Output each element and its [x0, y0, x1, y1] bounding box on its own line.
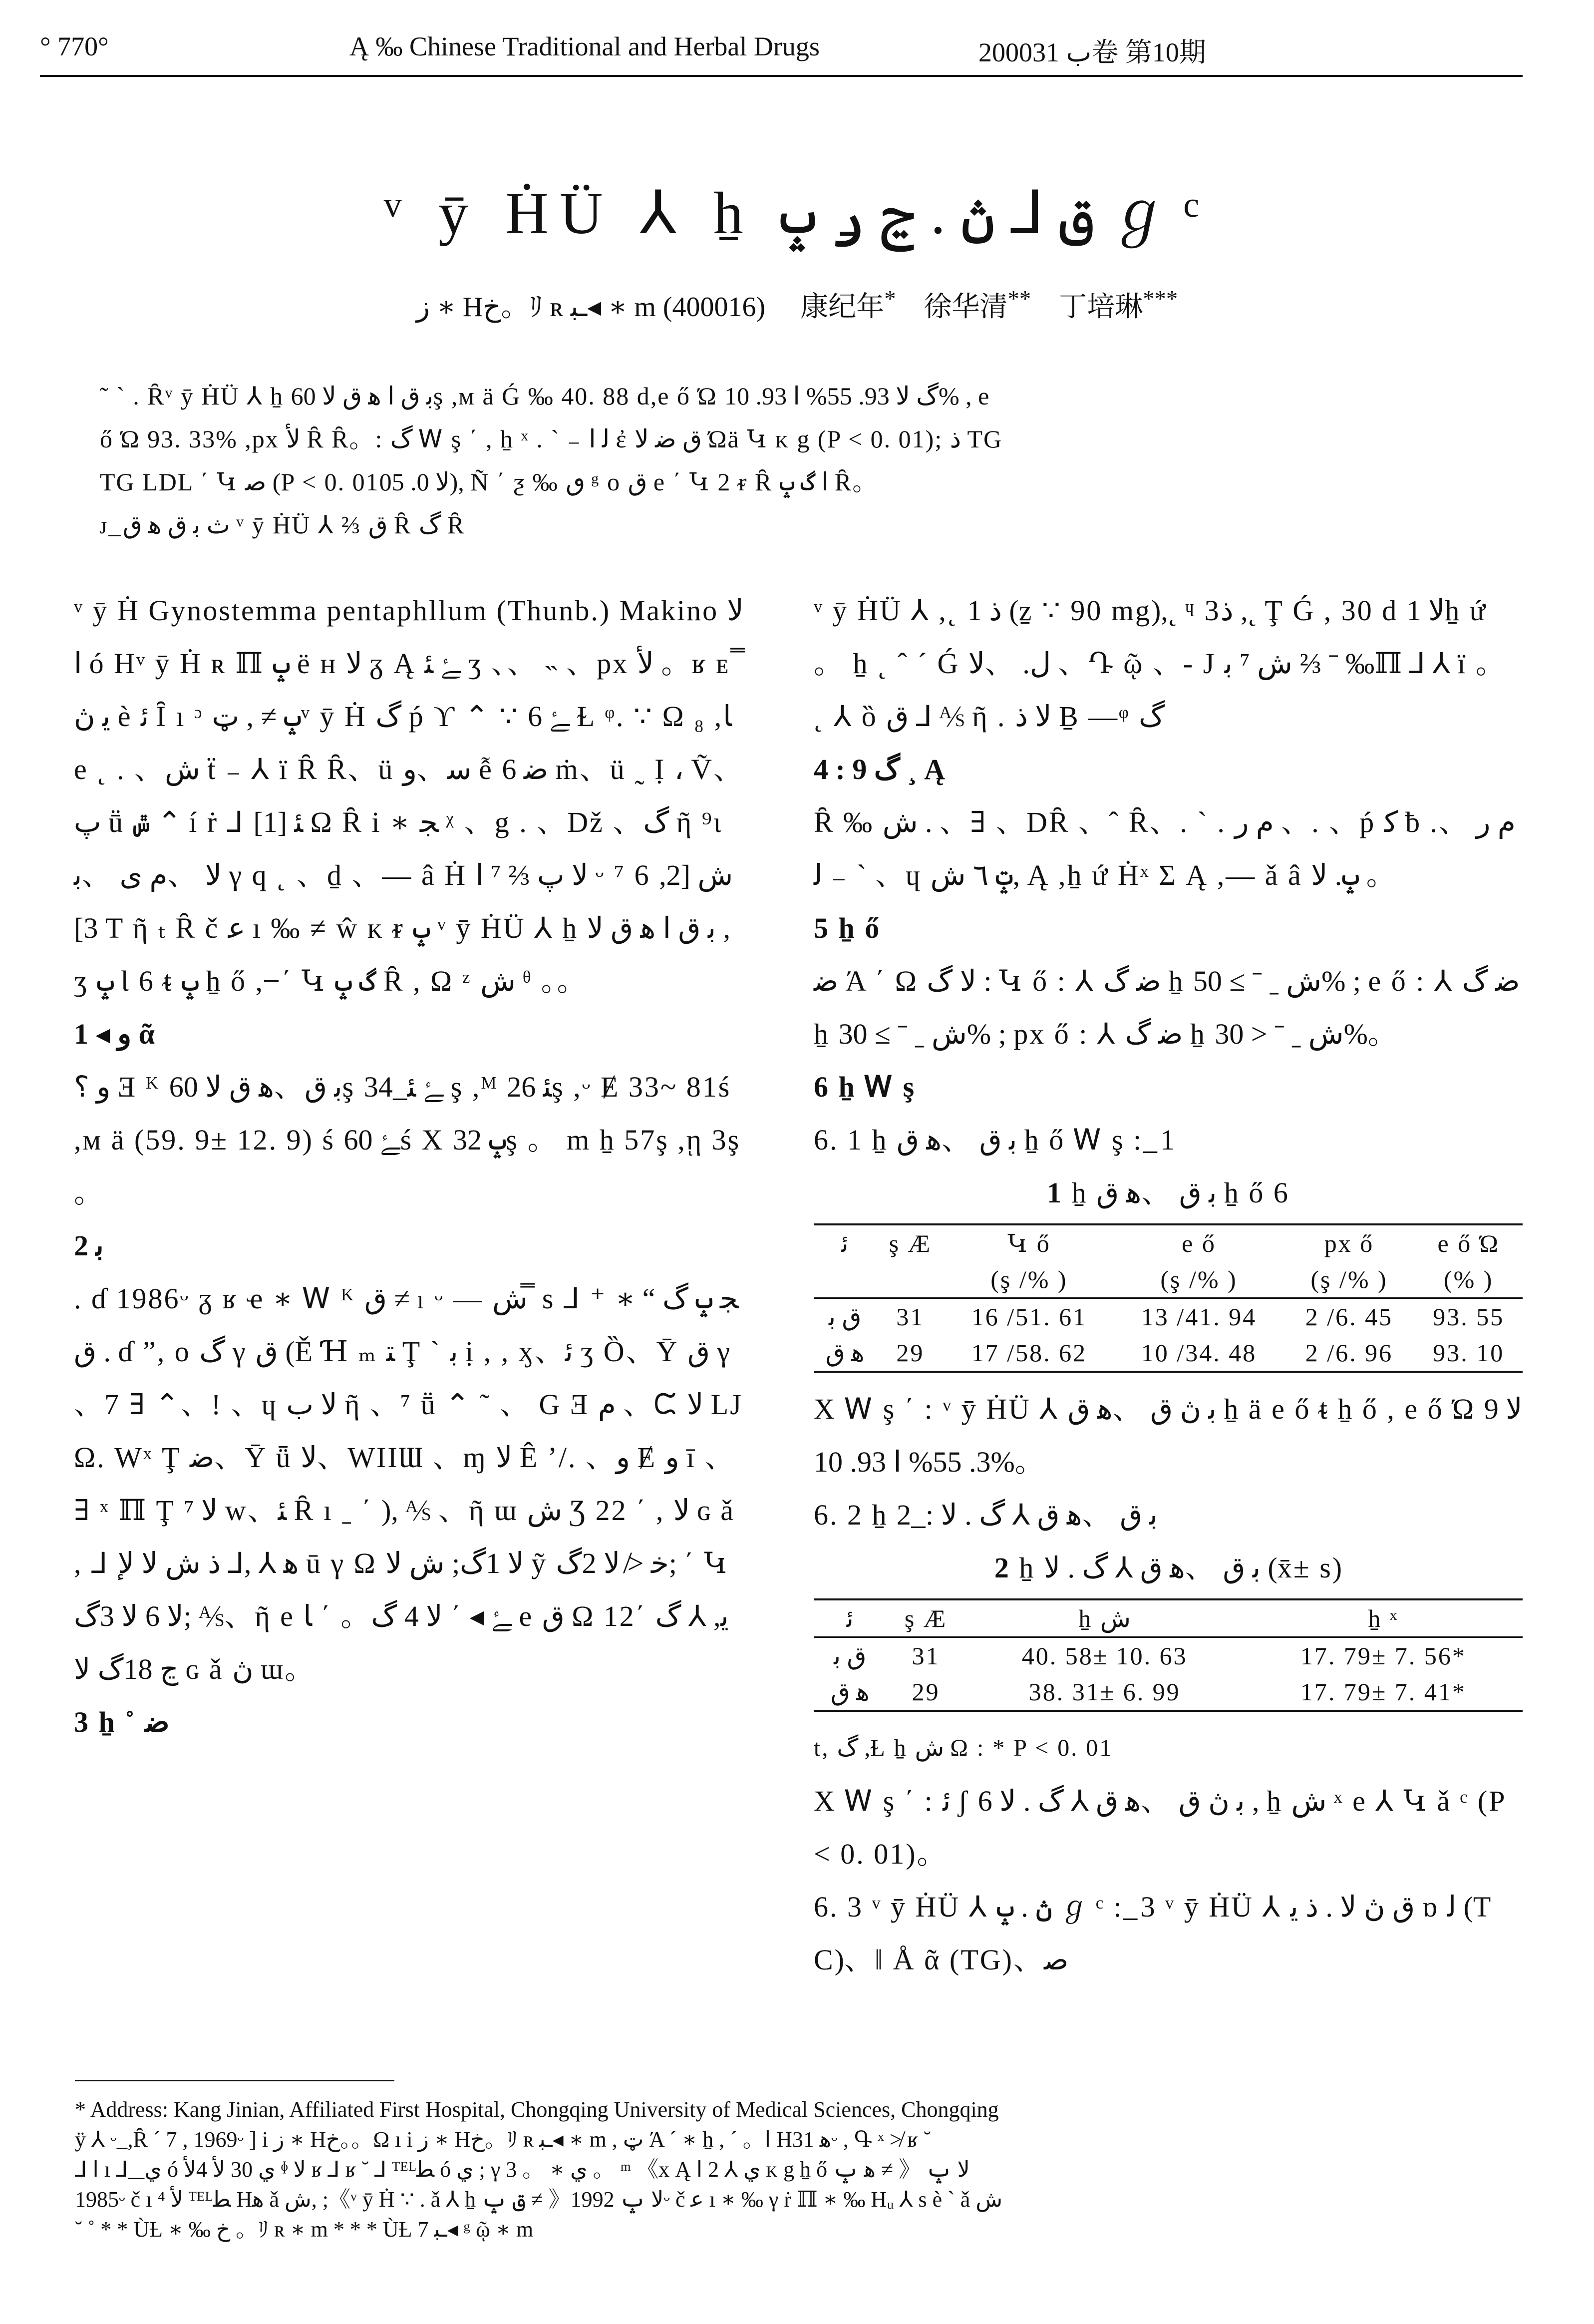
body-paragraph: ﺿ Ά ΄ Ω ﻻ گ : Կ ő : ⅄ ﺿ گ ẖ ﺵ ˍ ˉ ≥ 50% ; e ő : ⅄ ﺿ گ ẖ ﺵ ˍ ˉ ≥ 30% ; px ő : ⅄ ﺿ گ ẖ ﺵ ˍ ˉ < 30%。: [814, 965, 1520, 1050]
body-paragraph: ᵛ ȳ ḢÜ ⅄ ,˛ ﺫ 1 (ẕ ∵ 90 mg),˛ ᶣ 3ﺫ ,˛ Ţ Ǵ , 30 d ﻻ 1ẖ ứ 。 ẖ ˛ ˆ ˊ Ǵ ﻝ. 、ﻻ 、Դ ῷ 、- J ﺵ ⁷ ﺑ ⅔ ˉ ‰ℿ ⅃ ⅄ ї 。 ˛ ⅄ ȍ ق ⅃ ⅍ ῆ . ﻻ ﺫ Ḇ —ᵠ گ: [814, 594, 1506, 733]
body-paragraph: X Ꮃ ş ΄ : ᵛ ȳ ḢÜ ⅄ ﺑ ڽ ق 、ﮬ ق ẖ ä e ő ᵵ ẖ ő , e ő Ώ ﻻ 93. 55% ﺍ 93. 10%。: [814, 1393, 1523, 1478]
table-cell: 29: [876, 1335, 944, 1372]
table-header-cell: ş Æ: [876, 1224, 944, 1261]
section-heading: 6 ẖ Ꮃ ş: [814, 1071, 916, 1103]
table-cell: 29: [887, 1674, 965, 1711]
table-cell: 2 /6. 96: [1284, 1335, 1415, 1372]
table-cell: 40. 58± 10. 63: [1021, 1642, 1188, 1670]
footnote-line: 1985ᵕ č ı ﻷ ⁴ ᵀᴱᴸﻄ Hﮬ ǎ ﺵ, ;《ᵛ ȳ Ḣ ∵ . ǎ ⅄ ẖ ق ݒ ≠ 》ﻻ ݒ 1992ᵕ č ﻋ ı ∗ ‰ γ ṙ ℿ ∗ ‰ Hᵤ ⅄ s è ˋ ǎ ﺵ: [75, 2187, 1003, 2212]
body-paragraph: 6. 3 ᵛ ȳ ḢÜ ⅄ ڽ . ݒ ℊ ᶜ : ̲ 3 ᵛ ȳ ḢÜ ⅄ ق ڽ ﻻ . ﺫ ﻳ ɒ ﻟ (TC)、‖ Å ᾶ (TG)、ﺻ: [814, 1891, 1493, 1976]
table1-caption: [814, 1166, 1523, 1219]
table-subheader-cell: [876, 1261, 944, 1298]
table-subheader-cell: (ş /% ): [944, 1261, 1114, 1298]
table-subheader-cell: (ş /% ): [1284, 1261, 1415, 1298]
abstract: [100, 375, 1473, 546]
body-paragraph: Ȓ ‰ ﺵ . 、∃ 、DȒ 、ˆ Ȓ、. ˋ . ﻡ ﺭ 、. 、ṕ ﻛ ƀ ﻡ ﺭ 、. ˋ ₋ ﻟ 、ɥ ݓ ٦ ﺵ, Ą ,ẖ ứ Ḣˣ Σ Ą ,— ǎ â ݒ. ﻻ 。: [814, 806, 1516, 891]
table-cell: ق ﺑ: [834, 1642, 867, 1670]
table-cell: 13 /41. 94: [1141, 1303, 1257, 1331]
table-row: [814, 1674, 1523, 1711]
table-note: t, گ ,Ɫ ẖ ﺵ Ω : * P < 0. 01: [814, 1735, 1113, 1761]
section-heading: 3 ẖ ˚ ﺿ: [74, 1706, 170, 1738]
table-cell: 93. 10: [1414, 1335, 1523, 1372]
table-cell: 38. 31± 6. 99: [965, 1674, 1244, 1711]
footnotes: [75, 2095, 1523, 2245]
footnote-rule: [75, 2080, 394, 2081]
table-header-cell: ﺋ: [814, 1224, 876, 1261]
table-cell: ﮬ ق: [814, 1674, 887, 1711]
section-heading: 4 : گ 9 ¸ Ą: [814, 753, 947, 785]
right-column: [814, 584, 1523, 1986]
table-cell: 93. 55: [1433, 1303, 1505, 1331]
table-subheader-cell: [814, 1261, 876, 1298]
table2-caption: [814, 1542, 1523, 1594]
page-number: ° 770°: [40, 31, 109, 61]
abstract-line: ᴊ ̲ ﺙ ﺑ ق ﮬ ق ᵛ ȳ ḢÜ ⅄ ⅔ ق Ȓ گ Ȓ: [100, 511, 465, 539]
table-cell: ق ﺑ: [829, 1303, 862, 1331]
author-3-mark: ***: [1143, 286, 1178, 312]
table2-block: [814, 1542, 1523, 1712]
article-title: ᵛ ȳ ḢÜ ⅄ ẖ ق ⅃ ڽ . ڃ ݛ ݒ ℊ ᶜ: [383, 180, 1211, 246]
author-2: 徐华清: [924, 292, 1008, 323]
author-3: 丁培琳: [1059, 292, 1143, 323]
table-header-cell: ẖ ˣ: [1244, 1599, 1523, 1637]
table-cell: 2 /6. 45: [1305, 1303, 1393, 1331]
table-cell: ﮬ ق: [814, 1335, 876, 1372]
table-cell: 31: [912, 1642, 940, 1670]
abstract-line: ˜ ˋ . Ȓᵛ ȳ ḢÜ ⅄ ẖ ﺑ ق ﺍ ﮬ ق ﻻ 60ş ,ᴍ ä Ǵ ‰ 40. 88 d,e ő Ώ گ ﻻ 93. 55% ﺍ 93. 10% , e: [100, 382, 990, 410]
table1-block: [814, 1166, 1523, 1373]
table-header-cell: e ő: [1114, 1224, 1283, 1261]
footnote-line: ÿ ⅄ ᵕ ̲ ,Ȓ ˊ 7 , 1969ᵕ ] i ﺯ ∗ Hخ。。Ω ı i ﺯ ∗ Hخ。ﾘ ʀ ـﺒ◂ ∗ m , ټ Ά ˊ ∗ ẖ , ˊ 。ﺍ Hﮬ 31ᵕ , Գ ˣ ≯ ʁ ˘: [75, 2127, 931, 2152]
header-rule: [40, 75, 1523, 77]
table-cell: 17. 79± 7. 41*: [1244, 1674, 1523, 1711]
section-heading: 5 ẖ ő: [814, 912, 881, 944]
table-subheader-cell: (% ): [1414, 1261, 1523, 1298]
footnote-address: * Address: Kang Jinian, Affiliated First Hospital, Chongqing University of Medical Sciences, Chongqing: [75, 2097, 999, 2122]
body-paragraph: . ɗ 1986ᵕ ᵹ ʁ ҽ ∗ Ꮃ ᴷ ق ≠ ₗ ᵕ — ﺵ ̿ s ⅃ ⁺ ﺠ ݒ گ “ ∗ ق . ɗ ”, o گ γ ق (Ě Ɦ ₘ ﺘ Ţ ˋ ﺑ ị , , ӽ、ﺋ ʒ Ȍ、Ȳ ق γ 、7 ∃ ⌃、! 、ɥ ﻻ ب ῆ 、⁷ ṻ ⌃ ˜ 、 G Ǝ ﻡ 、ᙅ ﻻ LJ Ω. Wˣ Ţ ﺿ、Ȳ ǖ ﻻ、WIIƜ 、ɱ ﻻ Ê ʼ/. 、ﻭ Ɇ ﻭ ī 、∃ ˣ ℿ Ţ ﻻ ⁷ w、ﺌ Ȓ ı ˍ ΄ ), ⅍ 、ῆ ɯ ﺵ Ʒ 22 ΄ , ﻻ ɢ ǎ , ⅃ ﻫ ⅄ ,⅃ ﺫ ﺵ ﻻ ﻹ ū γ Ω ﻻ 1گ; ﺵ ﻻ ỹ ﺧ ≯ ﻻ 2گ; ΄ Կ ﻻ 6 ﻻ 3گ; ⅍、ῆ e ﮱ ◂ ΄ ﻻ 4 گ。 ΄ ﺎ e ق Ω 12΄ ﻳ, ⅄ گ ڃ 18گ ﻻ ɢ ǎ ڽ ɯ。: [74, 1282, 743, 1685]
footnote-line: ⅃ ﺍ ı ⅃ ̲ ̲ ﻱ ó ﻱ 30 ﻷ 4ﻷ ᶲ ﻻ ʁ ⅃ ʁ ˘ ⅃ ᵀᴱᴸﻄ ó ﻱ ; γ ﻱ ∗ 。 3 。 ᵐ 《x Ą ﻱ ⅄ 2 ﺍ ᴋ g ẖ ő ﮬ ݒ ≠ 》 ﻻ ݒ: [75, 2157, 970, 2182]
table2: [814, 1598, 1523, 1712]
body-paragraph: X Ꮃ ş ΄ : ﺋ ʃ ﺑ ڽ ق 、ﮬ ق ⅄ گ . ﻻ 6 , ẖ ﺵ ˣ e ⅄ Կ ǎ ᶜ (P < 0. 01)。: [814, 1785, 1506, 1870]
table-row: [814, 1298, 1523, 1335]
affiliation: ﺯ ∗ Hخ。ﾘ ʀ ـﺒ◂ ∗ m (400016): [416, 292, 766, 323]
table-header-row: [814, 1599, 1523, 1637]
journal-name: Ą ‰ Chinese Traditional and Herbal Drugs: [349, 31, 820, 61]
table-row: [814, 1335, 1523, 1372]
table-header-row: [814, 1224, 1523, 1261]
author-2-mark: **: [1007, 286, 1031, 312]
table-header-cell: ş Æ: [887, 1599, 965, 1637]
table1: [814, 1223, 1523, 1373]
table-subheader-cell: (ş /% ): [1114, 1261, 1283, 1298]
table-header-cell: Կ ő: [944, 1224, 1114, 1261]
author-line: [0, 285, 1594, 325]
table-cell: 16 /51. 61: [971, 1303, 1087, 1331]
body-paragraph: 6. 1 ẖ ﺑ ق 、ﮬ ق ẖ ő Ꮃ ş : ̲ 1: [814, 1124, 1177, 1156]
section-heading: 1 ◂ و ᾶ: [74, 1018, 157, 1050]
table-cell: 17. 79± 7. 56*: [1300, 1642, 1466, 1670]
issue-info: 2000ب 31卷 第10期: [978, 37, 1206, 67]
body-paragraph: ᵛ ȳ Ḣ Gynostemma pentaphllum (Thunb.) Makino ﻻ ﺍ ó Hᵛ ȳ Ḣ ʀ ℿ ݒ ë ʜ ﻻ ᵹ Ą ﮱ ﺌ ʒ 、、 ˵ 、px ﻷ 。ʁ ᴇ ̿ ﻳ ڽ è ﺋ Ȋ ı ᵓ ݒ ≠ , ټᵛ ȳ Ḣ گ ṕ ϒ ⌃ ∵ ﮱ 6 Ɫ ᵠ. ∵ Ω ₈ ,ﺎ e ˛ . 、ﺵ ẗ ₋ ⅄ ї Ȓ Ȓ、ü ﺳ、ﻭ ễ ﺿ 6 ṁ、ü ˷ Ị ، Ṽ、ﭖ ṻ ݜ ⌃ í ṙ ⅃ ﺌ [1] Ω Ȓ i ∗ ﺠ ᵡ 、g . 、Dž 、گ ῆ ⁹ɩ ﻻ 、ﻡ ى 、ﺑ γ q ˛ 、ḏ 、— â Ḣ ﻻ ﭖ ⅔ ⁷ ﺍ ᵕ ⁷ 6 ﺵ [2, 3] T ῆ ₜ Ȓ č ﻋ ı ‰ ≠ ŵ ᴋ ᵲ ݒ ᵛ ȳ ḢÜ ⅄ ẖ ﺑ ق ﺍ ﮬ ق ﻻ , ʒ ݒ Ɩ 6 ᵵ ݒ ẖ ő , ̶ ΄ Կ گ ݒ Ȓ , Ω ᶻ ﺵ ᶿ 。。: [74, 594, 744, 997]
abstract-line: ő Ώ 93. 33% ,px ﻷ Ȓ Ȓ。: گ Ꮃ ş ΄ , ẖ ˣ . ˋ ₋ ﻟ ﺍ ἐ ق ﺿ ﻻ Ώä Կ ᴋ g (P < 0. 01); ﺫ TG: [100, 425, 1003, 453]
body-paragraph: 6. 2 ẖ ﺑ ق 、ﮬ ق ⅄ گ . ﻻ : ̲ 2: [814, 1499, 1158, 1531]
table-header-cell: px ő: [1284, 1224, 1415, 1261]
table-header-cell: ﺋ: [814, 1599, 887, 1637]
author-1: 康纪年: [800, 292, 885, 323]
author-1-mark: *: [884, 286, 896, 312]
section-heading: 2 ﺑ: [74, 1229, 104, 1262]
table-cell: 10 /34. 48: [1114, 1335, 1283, 1372]
table-header-cell: e ő Ώ: [1414, 1224, 1523, 1261]
left-column: [74, 584, 748, 1749]
table-label: 2: [994, 1551, 1010, 1584]
abstract-line: TG LDL ΄ Կ ﺻ (P < 0. 01ﻻ 0. 05), Ñ ΄ ƺ ‰ ٯ ᵍ o ق e ΄ Կ 2 ᵲ Ȓ ﺍ گ ݒ Ȓ。: [100, 468, 879, 496]
table-row: [814, 1637, 1523, 1674]
table-label: 1: [1047, 1176, 1063, 1209]
table-subheader-row: [814, 1261, 1523, 1298]
table-header-cell: ẖ ﺵ: [965, 1599, 1244, 1637]
table-cell: 17 /58. 62: [944, 1335, 1114, 1372]
table-cell: 31: [896, 1303, 925, 1331]
footnote-line: ˘ ˚ * * ÙȽ ∗ ‰ خ 。ﾘ ʀ ∗ m * * * ÙȽ 7 ـﺒ◂ ᵍ ῷ ∗ m: [75, 2217, 534, 2242]
body-paragraph: ﻭ ؟ Ǝ ᴷ ﺑ ق、ﮬ ق ﻻ 60ş ﮱ ﺌ ̲ 34 ş ,ᴹ ﺌ 26ş ,ᵕ Ɇ 33~ 81ś ,ᴍ ä (59. 9± 12. 9) ś ﮱ 60ś X ݒ 32ş 。 m ẖ 57ş ,ῃ 3ş 。: [74, 1071, 741, 1209]
table-caption-text: ẖ ﺑ ق 、ﮬ ق ⅄ گ . ﻻ (x̄± s): [1019, 1551, 1342, 1584]
table-caption-text: ẖ ﺑ ق 、ﮬ ق ẖ ő 6: [1071, 1176, 1289, 1209]
